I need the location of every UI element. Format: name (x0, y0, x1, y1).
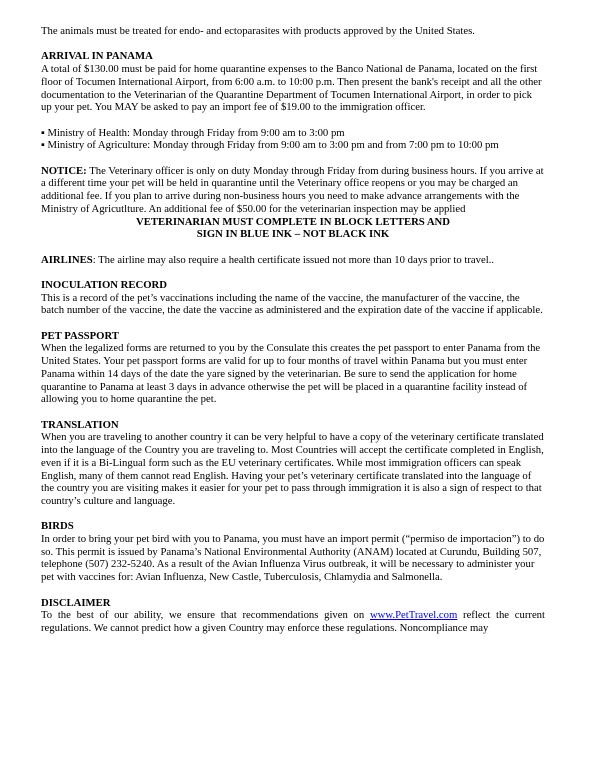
intro-paragraph: The animals must be treated for endo- and ectoparasites with products approved by the United States. (41, 25, 475, 37)
document-page (41, 25, 545, 635)
spacer (41, 406, 545, 419)
pettravel-link[interactable]: www.PetTravel.com (369, 609, 458, 622)
passport-body: When the legalized forms are returned to you by the Consulate this creates the pet passport to enter Panama from the United States. Your pet passport forms are valid for up to four months of travel within Panama but you must enter Panama within 14 days of the date the yare signed by the veterinarian. Be sure to send the application for home quarantine to Panama at least 3 days in advance otherwise the pet will be placed in a quarantine facility instead of allowing you to home quarantine the pet. (41, 342, 541, 406)
spacer (41, 266, 545, 279)
notice-label: NOTICE: (41, 164, 87, 177)
arrival-heading: ARRIVAL IN PANAMA (41, 50, 153, 63)
translation-body: When you are traveling to another country it can be very helpful to have a copy of the veterinary certificate translated into the language of the Country you are traveling to. Most Countries will accept the certificate completed in English, even if it is a Bi-Lingual form such as the EU veterinary certificates. While most immigration officers can speak English, many of them cannot read English. Having your pet’s veterinary certificate translated into the language of the country you are visiting makes it easier for your pet to pass through immigration it is also a sign of respect to that country’s culture and language. (41, 431, 544, 507)
notice-callout-line2: SIGN IN BLUE INK – NOT BLACK INK (196, 228, 390, 241)
notice-paragraph (41, 165, 545, 216)
arrival-hours-health: ▪ Ministry of Health: Monday through Friday from 9:00 am to 3:00 pm (41, 126, 345, 139)
disclaimer-body (41, 609, 545, 634)
spacer (41, 317, 545, 330)
spacer (41, 584, 545, 597)
airlines-paragraph (41, 254, 545, 267)
notice-body: The Veterinary officer is only on duty Monday through Friday from during business hours. If you arrive at a different time your pet will be held in quarantine until the Veterinary office reopens or you may be charged an additional fee. If you plan to arrive during non-business hours you need to make advance arrangements with the Ministry of Agricutlture. An additional fee of $50.00 for the veterinarian inspection may be applied (41, 164, 544, 215)
airlines-label: AIRLINES (41, 253, 93, 266)
spacer (41, 38, 545, 51)
birds-body: In order to bring your pet bird with you to Panama, you must have an import permit (“permiso de importacion”) to do so. This permit is issued by Panama’s National Environmental Authority (ANAM) located at Curundu, Building 507, telephone (507) 232-5240. As a result of the Avian Influenza Virus outbreak, it will be necessary to administer your pet with vaccines for: Avian Influenza, New Castle, Tuberculosis, Chlamydia and Salmonella. (41, 533, 545, 584)
passport-heading: PET PASSPORT (41, 329, 119, 342)
arrival-body: A total of $130.00 must be paid for home quarantine expenses to the Banco National de Panama, located on the first floor of Tocumen International Airport, from 6:00 a.m. to 10:00 p.m. Then present the bank's receipt and all the other documentation to the Veterinarian of the Quarantine Department of Tocumen International Airport, in order to pick up your pet. You MAY be asked to pay an import fee of $19.00 to the immigration officer. (41, 63, 542, 114)
disclaimer-text-before: To the best of our ability, we ensure that recommendations given on (41, 609, 370, 622)
translation-heading: TRANSLATION (41, 418, 119, 431)
inoculation-heading: INOCULATION RECORD (41, 278, 167, 291)
disclaimer-heading: DISCLAIMER (41, 596, 111, 609)
inoculation-body: This is a record of the pet’s vaccinations including the name of the vaccine, the manufacturer of the vaccine, the batch number of the vaccine, the date the vaccine as administered and the expiration date of the vaccine if applicable. (41, 291, 543, 317)
airlines-body: : The airline may also require a health certificate issued not more than 10 days prior to travel.. (92, 253, 495, 266)
arrival-hours-agriculture: ▪ Ministry of Agriculture: Monday through Friday from 9:00 am to 3:00 pm and from 7:00 pm to 10:00 pm (41, 139, 499, 152)
notice-callout-line1: VETERINARIAN MUST COMPLETE IN BLOCK LETTERS AND (136, 215, 450, 228)
birds-heading: BIRDS (41, 520, 74, 533)
spacer (41, 508, 545, 521)
disclaimer-text-after: reflect the current regulations. We cannot predict how a given Country may enforce these regulations. Noncompliance may (41, 609, 545, 634)
spacer (41, 241, 545, 254)
spacer (41, 114, 545, 127)
spacer (41, 152, 545, 165)
